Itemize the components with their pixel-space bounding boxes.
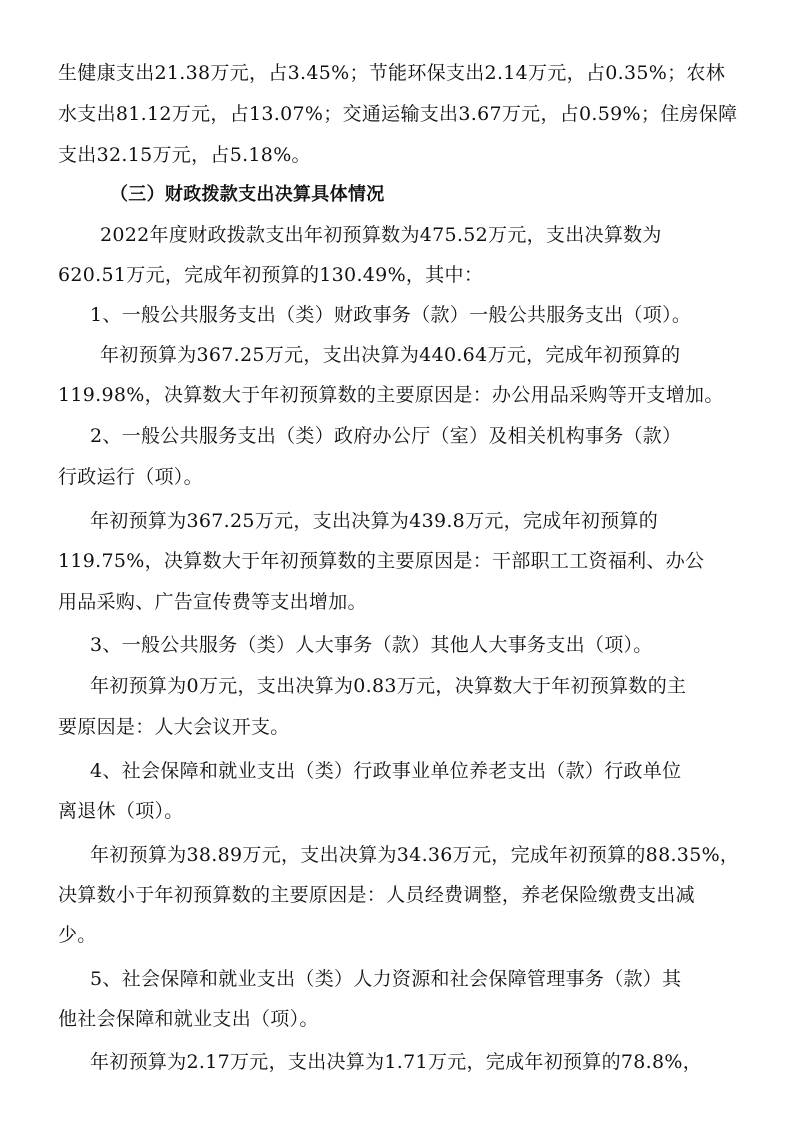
text-line: 年初预算为367.25万元，支出决算为439.8万元，完成年初预算的	[90, 510, 659, 532]
item-heading: 2、一般公共服务支出（类）政府办公厅（室）及相关机构事务（款）	[90, 425, 682, 447]
text-line: 620.51万元，完成年初预算的130.49%，其中：	[58, 264, 484, 286]
text-line: 行政运行（项）。	[58, 466, 203, 488]
text-line: 水支出81.12万元，占13.07%；交通运输支出3.67万元，占0.59%；住房保障	[58, 103, 738, 125]
text-line: 要原因是：人大会议开支。	[58, 716, 290, 738]
text-line: 决算数小于年初预算数的主要原因是：人员经费调整，养老保险缴费支出减	[58, 884, 695, 906]
text-line: 支出32.15万元，占5.18%。	[58, 144, 311, 166]
text-line: 2022年度财政拨款支出年初预算数为475.52万元，支出决算数为	[100, 224, 662, 246]
item-heading: 1、一般公共服务支出（类）财政事务（款）一般公共服务支出（项）。	[90, 304, 692, 326]
text-line: 生健康支出21.38万元，占3.45%；节能环保支出2.14万元，占0.35%；农林	[58, 62, 726, 84]
text-line: 少。	[58, 924, 97, 946]
text-line: 用品采购、广告宣传费等支出增加。	[58, 591, 367, 613]
text-line: 年初预算为0万元，支出决算为0.83万元，决算数大于年初预算数的主	[90, 675, 687, 697]
section-heading: （三）财政拨款支出决算具体情况	[110, 184, 385, 205]
text-line: 119.98%，决算数大于年初预算数的主要原因是：办公用品采购等开支增加。	[58, 384, 724, 406]
item-heading: 4、社会保障和就业支出（类）行政事业单位养老支出（款）行政单位	[90, 760, 682, 782]
text-line: 年初预算为38.89万元，支出决算为34.36万元，完成年初预算的88.35%，	[90, 844, 740, 866]
text-line: 年初预算为2.17万元，支出决算为1.71万元，完成年初预算的78.8%，	[90, 1051, 703, 1073]
text-line: 年初预算为367.25万元，支出决算为440.64万元，完成年初预算的	[100, 344, 681, 366]
item-heading: 3、一般公共服务（类）人大事务（款）其他人大事务支出（项）。	[90, 634, 653, 656]
text-line: 119.75%，决算数大于年初预算数的主要原因是：干部职工工资福利、办公	[58, 550, 705, 572]
item-heading: 5、社会保障和就业支出（类）人力资源和社会保障管理事务（款）其	[90, 968, 682, 990]
text-line: 他社会保障和就业支出（项）。	[58, 1008, 319, 1030]
text-line: 离退休（项）。	[58, 800, 184, 822]
